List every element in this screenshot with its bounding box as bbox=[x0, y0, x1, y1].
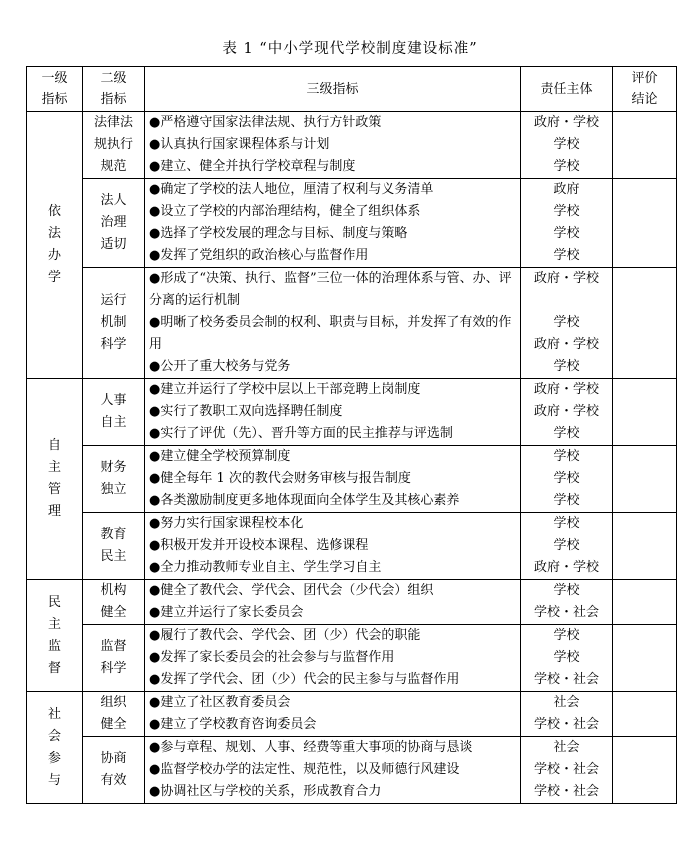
table-row bbox=[27, 446, 677, 513]
responsible-entry: 政府・学校 bbox=[533, 115, 599, 130]
responsible-cell bbox=[521, 268, 613, 379]
responsible-entry: 学校 bbox=[553, 471, 580, 486]
level3-cell bbox=[145, 692, 521, 737]
responsible-entry: 学校 bbox=[553, 628, 580, 643]
responsible-entry: 学校・社会 bbox=[533, 784, 599, 799]
evaluation-cell bbox=[613, 737, 677, 804]
evaluation-cell bbox=[613, 446, 677, 513]
indicator-item: ●建立并运行了学校中层以上干部竞聘上岗制度 bbox=[149, 382, 421, 397]
level2-cell: 教育民主 bbox=[83, 513, 145, 580]
indicator-item: ●全力推动教师专业自主、学生学习自主 bbox=[149, 560, 382, 575]
responsible-entry: 学校 bbox=[553, 204, 580, 219]
level3-cell bbox=[145, 268, 521, 379]
responsible-cell bbox=[521, 692, 613, 737]
indicator-item: ●严格遵守国家法律法规、执行方针政策 bbox=[149, 115, 382, 130]
indicator-item: ●发挥了党组织的政治核心与监督作用 bbox=[149, 248, 369, 263]
responsible-entry: 社会 bbox=[553, 740, 580, 755]
level2-cell: 协商有效 bbox=[83, 737, 145, 804]
responsible-entry: 学校 bbox=[553, 248, 580, 263]
responsible-cell bbox=[521, 513, 613, 580]
level2-cell: 法人治理适切 bbox=[83, 179, 145, 268]
indicator-item: ●参与章程、规划、人事、经费等重大事项的协商与恳谈 bbox=[149, 740, 473, 755]
responsible-entry: 学校・社会 bbox=[533, 605, 599, 620]
indicator-item: ●健全了教代会、学代会、团代会（少代会）组织 bbox=[149, 583, 434, 598]
indicator-item: ●实行了评优（先）、晋升等方面的民主推荐与评选制 bbox=[149, 426, 453, 441]
table-row bbox=[27, 268, 677, 379]
level3-cell bbox=[145, 379, 521, 446]
indicator-item: ●发挥了学代会、团（少）代会的民主参与与监督作用 bbox=[149, 672, 460, 687]
indicator-item: ●公开了重大校务与党务 bbox=[149, 359, 291, 374]
responsible-entry: 学校 bbox=[553, 449, 580, 464]
indicator-item: ●积极开发并开设校本课程、选修课程 bbox=[149, 538, 369, 553]
responsible-entry: 学校 bbox=[553, 583, 580, 598]
evaluation-cell bbox=[613, 379, 677, 446]
responsible-entry: 学校 bbox=[553, 538, 580, 553]
level3-cell bbox=[145, 179, 521, 268]
responsible-entry: 政府・学校 bbox=[533, 560, 599, 575]
level2-cell: 组织健全 bbox=[83, 692, 145, 737]
header-level1: 一级指标 bbox=[27, 67, 83, 112]
responsible-entry: 学校 bbox=[553, 650, 580, 665]
responsible-entry: 学校 bbox=[553, 359, 580, 374]
evaluation-cell bbox=[613, 625, 677, 692]
indicator-item: ●选择了学校发展的理念与目标、制度与策略 bbox=[149, 226, 408, 241]
responsible-cell bbox=[521, 580, 613, 625]
responsible-cell bbox=[521, 379, 613, 446]
level3-cell bbox=[145, 580, 521, 625]
table-caption: 表 1 “中小学现代学校制度建设标准” bbox=[222, 41, 478, 57]
header-level2: 二级指标 bbox=[83, 67, 145, 112]
responsible-entry: 学校 bbox=[553, 226, 580, 241]
indicator-item: ●发挥了家长委员会的社会参与与监督作用 bbox=[149, 650, 395, 665]
indicator-item: ●设立了学校的内部治理结构，健全了组织体系 bbox=[149, 204, 421, 219]
header-responsible: 责任主体 bbox=[521, 67, 613, 112]
indicator-item: ●建立了社区教育委员会 bbox=[149, 695, 291, 710]
level2-cell: 人事自主 bbox=[83, 379, 145, 446]
responsible-entry: 学校 bbox=[553, 137, 580, 152]
indicator-item: ●建立并运行了家长委员会 bbox=[149, 605, 304, 620]
responsible-cell bbox=[521, 446, 613, 513]
indicator-item: ●建立健全学校预算制度 bbox=[149, 449, 291, 464]
evaluation-cell bbox=[613, 179, 677, 268]
indicator-item: ●建立、健全并执行学校章程与制度 bbox=[149, 159, 356, 174]
level3-cell bbox=[145, 625, 521, 692]
level2-cell: 法律法规执行规范 bbox=[83, 112, 145, 179]
level1-cell: 自主管理 bbox=[27, 379, 83, 580]
responsible-entry: 政府 bbox=[553, 182, 580, 197]
indicator-item: ●认真执行国家课程体系与计划 bbox=[149, 137, 330, 152]
evaluation-cell bbox=[613, 112, 677, 179]
responsible-cell bbox=[521, 179, 613, 268]
table-row bbox=[27, 692, 677, 737]
level2-cell: 财务独立 bbox=[83, 446, 145, 513]
indicator-item: ●明晰了校务委员会制的权利、职责与目标，并发挥了有效的作用 bbox=[149, 315, 512, 352]
indicator-item: ●健全每年 1 次的教代会财务审核与报告制度 bbox=[149, 471, 411, 486]
responsible-entry: 学校・社会 bbox=[533, 717, 599, 732]
responsible-entry: 学校・社会 bbox=[533, 762, 599, 777]
indicator-item: ●各类激励制度更多地体现面向全体学生及其核心素养 bbox=[149, 493, 460, 508]
indicator-item: ●协调社区与学校的关系，形成教育合力 bbox=[149, 784, 382, 799]
level1-cell: 民主监督 bbox=[27, 580, 83, 692]
header-evaluation: 评价结论 bbox=[613, 67, 677, 112]
indicator-item: ●履行了教代会、学代会、团（少）代会的职能 bbox=[149, 628, 421, 643]
indicator-item: ●确定了学校的法人地位，厘清了权利与义务清单 bbox=[149, 182, 434, 197]
indicator-item: ●形成了“决策、执行、监督”三位一体的治理体系与管、办、评分离的运行机制 bbox=[149, 271, 512, 308]
responsible-entry: 政府・学校 bbox=[533, 337, 599, 352]
table-row bbox=[27, 379, 677, 446]
header-level3: 三级指标 bbox=[145, 67, 521, 112]
evaluation-cell bbox=[613, 692, 677, 737]
responsible-cell bbox=[521, 625, 613, 692]
responsible-entry: 学校 bbox=[553, 426, 580, 441]
level2-cell: 运行机制科学 bbox=[83, 268, 145, 379]
indicator-item: ●努力实行国家课程校本化 bbox=[149, 516, 304, 531]
responsible-entry: 学校・社会 bbox=[533, 672, 599, 687]
evaluation-cell bbox=[613, 580, 677, 625]
responsible-cell bbox=[521, 737, 613, 804]
table-header-row bbox=[27, 67, 677, 112]
table-row bbox=[27, 179, 677, 268]
responsible-entry: 学校 bbox=[553, 493, 580, 508]
responsible-cell bbox=[521, 112, 613, 179]
indicator-item: ●实行了教职工双向选择聘任制度 bbox=[149, 404, 343, 419]
evaluation-cell bbox=[613, 513, 677, 580]
level2-cell: 机构健全 bbox=[83, 580, 145, 625]
indicator-item: ●建立了学校教育咨询委员会 bbox=[149, 717, 317, 732]
responsible-entry: 学校 bbox=[553, 315, 580, 330]
responsible-entry: 社会 bbox=[553, 695, 580, 710]
table-row bbox=[27, 625, 677, 692]
table-row bbox=[27, 112, 677, 179]
table-row bbox=[27, 737, 677, 804]
responsible-entry: 学校 bbox=[553, 516, 580, 531]
level3-cell bbox=[145, 513, 521, 580]
table-row bbox=[27, 513, 677, 580]
indicator-item: ●监督学校办学的法定性、规范性，以及师德行风建设 bbox=[149, 762, 460, 777]
responsible-entry: 政府・学校 bbox=[533, 404, 599, 419]
level1-cell: 依法办学 bbox=[27, 112, 83, 379]
level2-cell: 监督科学 bbox=[83, 625, 145, 692]
responsible-entry: 政府・学校 bbox=[533, 382, 599, 397]
level3-cell bbox=[145, 737, 521, 804]
evaluation-cell bbox=[613, 268, 677, 379]
responsible-entry: 政府・学校 bbox=[533, 271, 599, 286]
level3-cell bbox=[145, 446, 521, 513]
level3-cell bbox=[145, 112, 521, 179]
responsible-entry: 学校 bbox=[553, 159, 580, 174]
standards-table bbox=[26, 66, 677, 804]
table-row bbox=[27, 580, 677, 625]
level1-cell: 社会参与 bbox=[27, 692, 83, 804]
